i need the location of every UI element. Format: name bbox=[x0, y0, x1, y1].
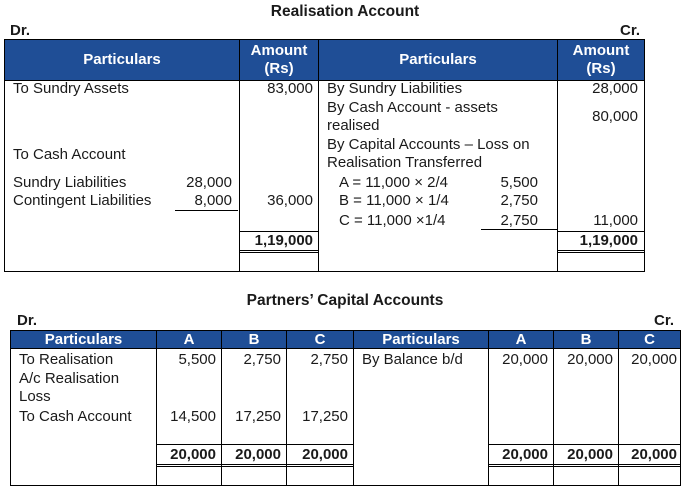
capital-left-total-c: 20,000 bbox=[302, 446, 348, 463]
capital-header-particulars-left: Particulars bbox=[11, 331, 156, 348]
right-sundry-liabilities-amount: 28,000 bbox=[592, 80, 638, 97]
realisation-cr-label: Cr. bbox=[620, 22, 641, 39]
capital-left-cash-c: 17,250 bbox=[302, 408, 348, 425]
capital-left-cash: To Cash Account bbox=[19, 408, 132, 425]
right-partner-b: B = 11,000 × 1/4 bbox=[339, 192, 449, 209]
left-sundry-assets-amount: 83,000 bbox=[267, 80, 313, 97]
capital-left-realisation-c: 2,750 bbox=[310, 351, 348, 368]
realisation-header-amount-left bbox=[240, 40, 318, 80]
left-contingent-liabilities-amount: 8,000 bbox=[194, 192, 232, 209]
capital-right-balance-c: 20,000 bbox=[631, 351, 677, 368]
left-contingent-liabilities: Contingent Liabilities bbox=[13, 192, 152, 209]
capital-left-realisation-line2: A/c Realisation bbox=[19, 370, 120, 387]
right-partner-a: A = 11,000 × 2/4 bbox=[339, 174, 448, 191]
header-amount-line2: (Rs) bbox=[586, 60, 616, 77]
capital-header-a-left: A bbox=[157, 331, 221, 348]
capital-title: Partners’ Capital Accounts bbox=[246, 292, 444, 309]
header-amount-line1: Amount bbox=[250, 42, 308, 59]
capital-right-balance: By Balance b/d bbox=[362, 351, 463, 368]
capital-right-total-a: 20,000 bbox=[502, 446, 548, 463]
left-sundry-liabilities: Sundry Liabilities bbox=[13, 174, 127, 191]
left-cash-total: 36,000 bbox=[267, 192, 313, 209]
capital-dr-label: Dr. bbox=[17, 312, 38, 329]
right-sundry-liabilities: By Sundry Liabilities bbox=[327, 80, 463, 97]
capital-header-b-right: B bbox=[554, 331, 618, 348]
capital-left-total-b: 20,000 bbox=[235, 446, 281, 463]
header-amount-line1: Amount bbox=[572, 42, 630, 59]
left-total: 1,19,000 bbox=[254, 232, 313, 249]
left-cash-account: To Cash Account bbox=[13, 146, 126, 163]
right-partner-c-amount: 2,750 bbox=[500, 212, 538, 229]
capital-left-cash-a: 14,500 bbox=[170, 408, 216, 425]
realisation-header-amount-right bbox=[558, 40, 644, 80]
right-capital-line2: Realisation Transferred bbox=[327, 154, 483, 171]
right-capital-line1: By Capital Accounts – Loss on bbox=[327, 136, 530, 153]
capital-header-c-right: C bbox=[619, 331, 680, 348]
capital-left-cash-b: 17,250 bbox=[235, 408, 281, 425]
realisation-header-particulars-right: Particulars bbox=[319, 40, 557, 80]
capital-header-b-left: B bbox=[222, 331, 286, 348]
capital-left-realisation-line1: To Realisation bbox=[19, 351, 114, 368]
capital-right-balance-a: 20,000 bbox=[502, 351, 548, 368]
right-total: 1,19,000 bbox=[579, 232, 638, 249]
capital-header-particulars-right: Particulars bbox=[354, 331, 488, 348]
realisation-dr-label: Dr. bbox=[10, 22, 31, 39]
right-capital-total: 11,000 bbox=[593, 212, 638, 229]
right-partner-a-amount: 5,500 bbox=[500, 174, 538, 191]
capital-right-total-c: 20,000 bbox=[631, 446, 677, 463]
left-sundry-liabilities-amount: 28,000 bbox=[186, 174, 232, 191]
capital-left-realisation-b: 2,750 bbox=[243, 351, 281, 368]
right-partner-c: C = 11,000 ×1/4 bbox=[339, 212, 446, 229]
right-partner-b-amount: 2,750 bbox=[500, 192, 538, 209]
capital-header-c-left: C bbox=[287, 331, 353, 348]
right-cash-line2: realised bbox=[327, 117, 380, 134]
capital-right-total-b: 20,000 bbox=[567, 446, 613, 463]
capital-left-realisation-line3: Loss bbox=[19, 388, 51, 405]
left-sundry-assets: To Sundry Assets bbox=[13, 80, 129, 97]
capital-right-balance-b: 20,000 bbox=[567, 351, 613, 368]
capital-left-total-a: 20,000 bbox=[170, 446, 216, 463]
realisation-header-particulars-left: Particulars bbox=[5, 40, 239, 80]
realisation-title: Realisation Account bbox=[270, 3, 420, 20]
capital-left-realisation-a: 5,500 bbox=[178, 351, 216, 368]
header-amount-line2: (Rs) bbox=[264, 60, 294, 77]
right-cash-amount: 80,000 bbox=[592, 108, 638, 125]
right-cash-line1: By Cash Account - assets bbox=[327, 99, 498, 116]
capital-cr-label: Cr. bbox=[654, 312, 675, 329]
capital-header-a-right: A bbox=[489, 331, 553, 348]
